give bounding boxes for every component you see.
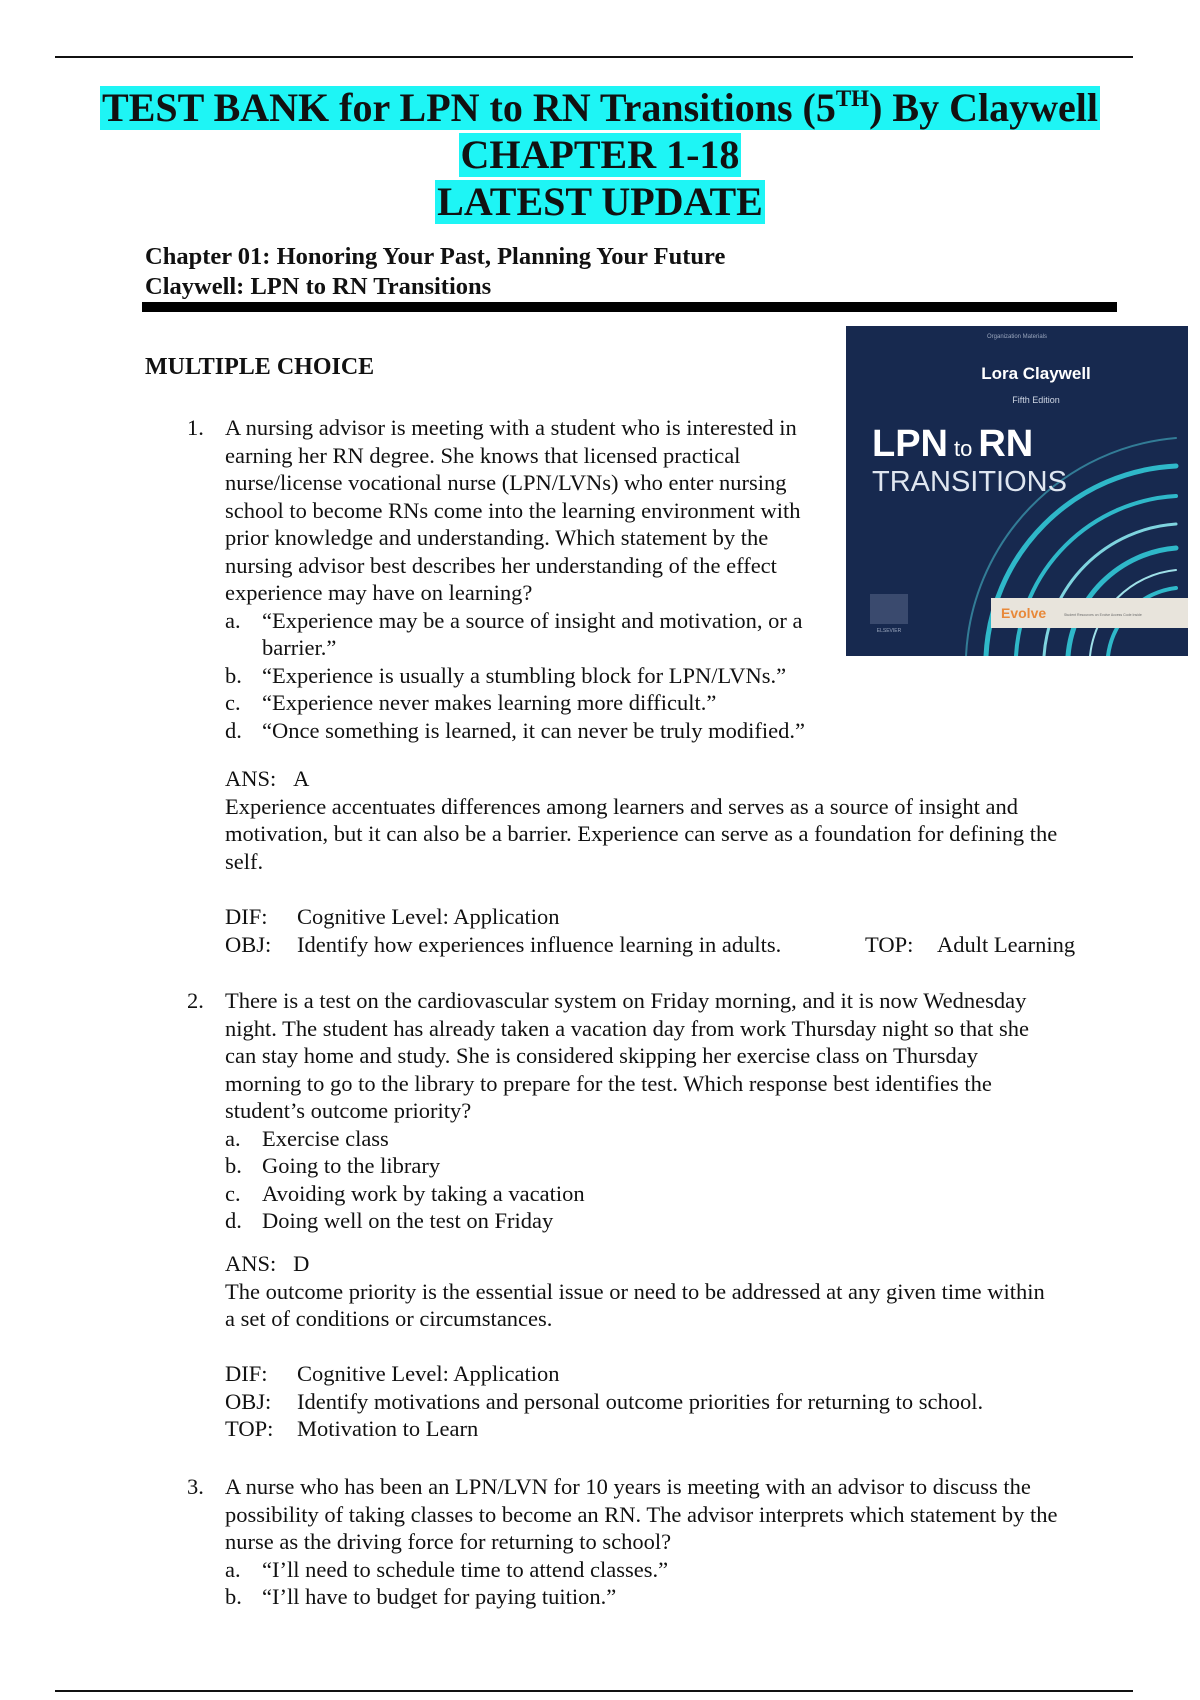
title-line-2: CHAPTER 1-18 [460, 132, 740, 177]
option-a: a. Exercise class [225, 1125, 389, 1151]
top-rule [55, 56, 1133, 58]
chapter-heading [145, 242, 725, 302]
rationale: The outcome priority is the essential issue or need to be addressed at any given time within a set of conditions or circumstances. [225, 1278, 1045, 1331]
answer-block-2 [225, 1250, 1120, 1333]
option-b: b. Going to the library [225, 1153, 441, 1178]
chapter-subtitle: Claywell: LPN to RN Transitions [145, 273, 492, 300]
cover-badge-note: Student Resources on Evolve Access Code Inside [1064, 613, 1142, 617]
option-a: a. “Experience may be a source of insight and motivation, or a barrier.” [225, 607, 803, 660]
question-stem: There is a test on the cardiovascular system on Friday morning, and it is now Wednesday night. The student has already taken a vacation day from work Thursday night so that she can stay home and study. She is considered skipping her exercise class on Thursday morning to go to the library to prepare for the test. Which response best identifies the student’s outcome priority? [225, 988, 1029, 1123]
meta-block-2: DIF: Cognitive Level: Application OBJ: Identify motivations and personal outcome priorities for returning to school. TOP: Motivation to Learn [225, 1361, 984, 1441]
chapter-title: Chapter 01: Honoring Your Past, Planning Your Future [145, 243, 726, 270]
question-number: 1. [187, 415, 204, 440]
cover-author: Lora Claywell [981, 364, 1091, 383]
cover-publisher: ELSEVIER [876, 628, 902, 634]
option-d: d. “Once something is learned, it can never be truly modified.” [225, 717, 805, 743]
question-3 [187, 1473, 1117, 1611]
document-title [0, 86, 1200, 227]
cover-subtitle: TRANSITIONS [872, 466, 1067, 498]
question-2 [187, 987, 1117, 1235]
cover-top-note: Organization Materials [986, 334, 1048, 340]
question-number: 3. [187, 1474, 204, 1499]
answer-key: ANS: D [225, 1251, 310, 1276]
bottom-rule [55, 1690, 1133, 1692]
answer-key: ANS: A [225, 766, 310, 791]
cover-title: LPN to RN [872, 423, 1034, 465]
meta-block-1: DIF: Cognitive Level: Application OBJ: Identify how experiences influence learning in adults. TOP: Adult Learning [225, 904, 1076, 957]
option-a: a. “I’ll need to schedule time to attend classes.” [225, 1556, 669, 1582]
option-c: c. Avoiding work by taking a vacation [225, 1180, 585, 1206]
option-c: c. “Experience never makes learning more difficult.” [225, 690, 717, 715]
question-number: 2. [187, 988, 204, 1013]
question-stem: A nurse who has been an LPN/LVN for 10 years is meeting with an advisor to discuss the possibility of taking classes to become an RN. The advisor interprets which statement by the nurse as the driving force for returning to school? [225, 1474, 1058, 1554]
heading-rule [142, 302, 1117, 312]
cover-edition: Fifth Edition [1012, 395, 1060, 405]
cover-badge: Evolve [1001, 605, 1047, 621]
option-b: b. “Experience is usually a stumbling block for LPN/LVNs.” [225, 662, 787, 688]
option-b: b. “I’ll have to budget for paying tuition.” [225, 1584, 617, 1609]
answer-block-1 [225, 765, 1120, 875]
section-title: MULTIPLE CHOICE [145, 354, 375, 380]
rationale: Experience accentuates differences among learners and serves as a source of insight and motivation, but it can also be a barrier. Experience can serve as a foundation for defining the self. [225, 793, 1058, 874]
question-1 [187, 414, 1117, 744]
question-stem: A nursing advisor is meeting with a student who is interested in earning her RN degree. She knows that licensed practical nurse/license vocational nurse (LPN/LVNs) who enter nursing school to become RNs come into the learning environment with prior knowledge and understanding. Which statement by the nursing advisor best describes her understanding of the effect experience may have on learning? [225, 415, 801, 605]
title-line-1: TEST BANK for LPN to RN Transitions (5TH) By Claywell [102, 85, 1098, 130]
option-d: d. Doing well on the test on Friday [225, 1208, 554, 1233]
title-line-3: LATEST UPDATE [437, 179, 763, 224]
